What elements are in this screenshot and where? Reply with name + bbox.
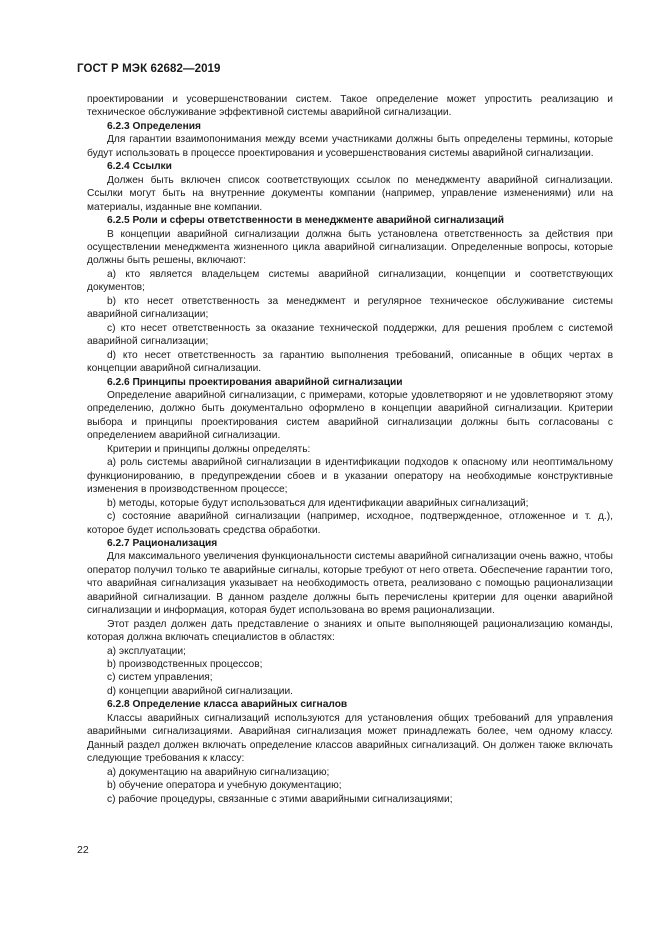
section-heading: 6.2.6 Принципы проектирования аварийной сигнализации [107, 376, 403, 388]
list-item: d) концепции аварийной сигнализации. [107, 685, 294, 697]
paragraph: Классы аварийных сигнализаций используются для установления общих требований для управления аварийными сигнализациями. Аварийная сигнализация может принадлежать более, чем одному классу. Данный раздел должен включать определение классов аварийных сигнализаций. Он должен также включать следующие требования к классу: [87, 712, 613, 765]
paragraph: проектировании и усовершенствовании систем. Такое определение может упростить реализацию и техническое обслуживание эффективной системы аварийной сигнализации. [87, 94, 613, 119]
list-item: c) кто несет ответственность за оказание технической поддержки, для решения проблем с системой аварийной сигнализации; [87, 322, 613, 348]
list-item: b) кто несет ответственность за менеджмент и регулярное техническое обслуживание системы аварийной сигнализации; [87, 295, 613, 321]
list-item: b) обучение оператора и учебную документацию; [107, 780, 342, 792]
list-item: а) кто является владельцем системы аварийной сигнализации, концепции и соответствующих документов; [87, 268, 613, 294]
paragraph: Критерии и принципы должны определять: [107, 443, 311, 455]
list-item: b) производственных процессов; [107, 659, 263, 671]
section-heading: 6.2.4 Ссылки [107, 161, 172, 173]
list-item: d) кто несет ответственность за гарантию выполнения требований, описанные в общих чертах в концепции аварийной сигнализации. [87, 349, 613, 375]
paragraph: Определение аварийной сигнализации, с примерами, которые удовлетворяют и не удовлетворяют этому определению, должно быть документально оформлено в концепции аварийной сигнализации. Критерии выбора и принципы проектирования систем аварийной сигнализации должны быть согласованы с определением аварийной сигнализации. [87, 389, 613, 442]
list-item: b) методы, которые будут использоваться для идентификации аварийных сигнализаций; [107, 497, 529, 509]
list-item: c) систем управления; [107, 672, 213, 684]
paragraph: Для максимального увеличения функциональности системы аварийной сигнализации очень важно, чтобы оператор получил только те аварийные сигналы, которые требуют от него ответа. Обеспечение гарантии того, что аварийная сигнализация указывает на необходимость ответа, реализовано с помощью рационализации аварийной сигнализации. В данном разделе должны быть перечислены критерии для оценки аварийной сигнализации и информация, которая будет использована во время рационализации. [87, 551, 613, 617]
list-item: а) роль системы аварийной сигнализации в идентификации подходов к опасному или неоптимальному функционированию, в предупреждении сбоев и в указании оператору на необходимые конструктивные изменения в производственном процессе; [87, 457, 613, 496]
section-heading: 6.2.7 Рационализация [107, 537, 218, 549]
section-heading: 6.2.3 Определения [107, 120, 201, 132]
paragraph: В концепции аварийной сигнализации должна быть установлена ответственность за действия при осуществлении менеджмента жизненного цикла аварийной сигнализации. Определенные вопросы, которые должны быть решены, включают: [87, 228, 613, 267]
list-item: а) эксплуатации; [107, 645, 186, 657]
list-item: c) состояние аварийной сигнализации (например, исходное, подтвержденное, отложенное и т. д.), которое будет использовать средства обработки. [87, 511, 613, 536]
document-header: ГОСТ Р МЭК 62682—2019 [77, 63, 221, 75]
document-body [87, 93, 613, 806]
page-number: 22 [77, 844, 89, 856]
paragraph: Должен быть включен список соответствующих ссылок по менеджменту аварийной сигнализации. Ссылки могут быть на внутренние документы компании (например, управление изменениями) или на материалы, изданные вне компании. [87, 174, 613, 213]
paragraph: Для гарантии взаимопонимания между всеми участниками должны быть определены термины, которые будут использовать в процессе проектирования и усовершенствования системы аварийной сигнализации. [87, 134, 613, 159]
paragraph: Этот раздел должен дать представление о знаниях и опыте выполняющей рационализацию команды, которая должна включать специалистов в областях: [87, 618, 613, 644]
list-item: c) рабочие процедуры, связанные с этими аварийными сигнализациями; [107, 793, 453, 805]
list-item: а) документацию на аварийную сигнализацию; [107, 766, 330, 778]
section-heading: 6.2.8 Определение класса аварийных сигналов [107, 699, 348, 711]
section-heading: 6.2.5 Роли и сферы ответственности в менеджменте аварийной сигнализаций [107, 215, 505, 227]
